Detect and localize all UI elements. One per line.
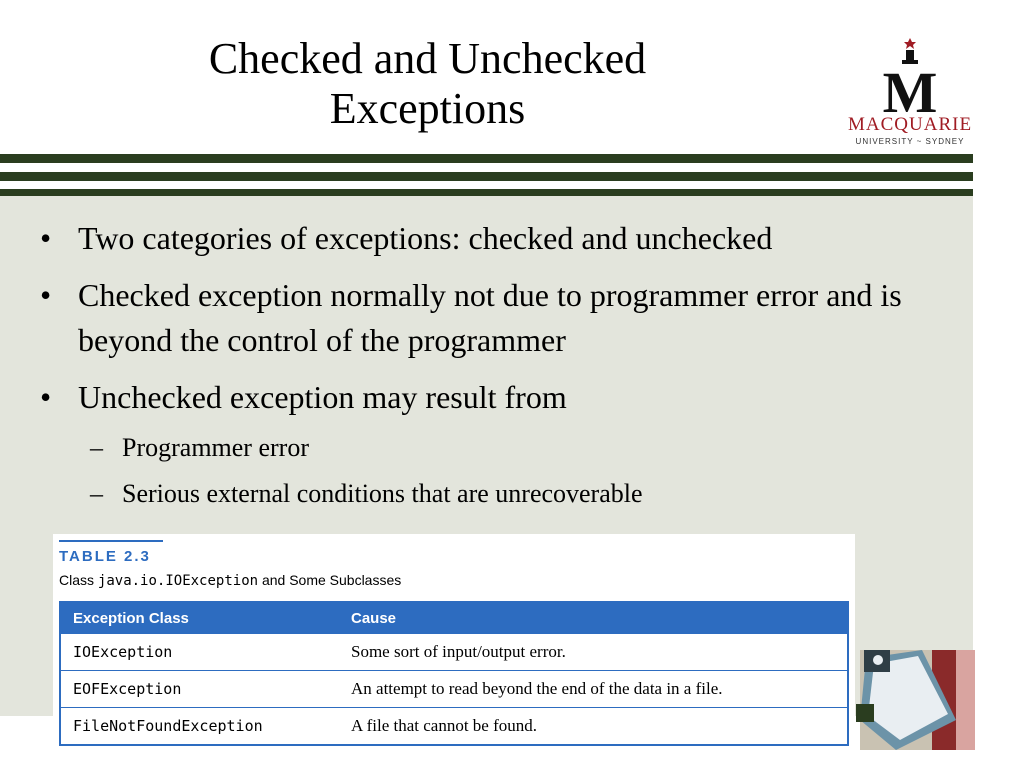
caption-prefix: Class (59, 572, 98, 588)
table-row (60, 634, 848, 671)
title-line-1: Checked and Unchecked (208, 34, 647, 83)
decorative-photo (860, 650, 975, 750)
cell-cause: A file that cannot be found. (339, 708, 848, 746)
header-cause: Cause (339, 602, 848, 634)
cell-exception-class: IOException (60, 634, 339, 671)
cell-exception-class: FileNotFoundException (60, 708, 339, 746)
caption-code: java.io.IOException (97, 573, 259, 589)
logo-subtitle: UNIVERSITY ~ SYDNEY (855, 137, 965, 146)
macquarie-logo (848, 38, 972, 150)
logo-letter: M (882, 60, 938, 116)
exception-table-figure (53, 534, 855, 756)
header-stripe-2 (0, 172, 973, 181)
caption-suffix: and Some Subclasses (258, 572, 402, 588)
decorative-square (856, 704, 874, 722)
table-caption (59, 572, 401, 589)
table-row (60, 671, 848, 708)
cell-cause: Some sort of input/output error. (339, 634, 848, 671)
logo-emblem-icon (848, 38, 972, 116)
table-label-rule (59, 540, 163, 542)
logo-name: MACQUARIE (848, 114, 973, 135)
bullet-item: • Checked exception normally not due to programmer error and is beyond the control of the programmer (36, 273, 956, 363)
slide-title (130, 34, 725, 134)
title-line-2: Exceptions (329, 84, 526, 133)
cell-cause: An attempt to read beyond the end of the data in a file. (339, 671, 848, 708)
sub-bullet-item: – Programmer error (36, 432, 956, 464)
bullet-item: • Unchecked exception may result from (36, 375, 956, 420)
cell-exception-class: EOFException (60, 671, 339, 708)
header-stripe-3 (0, 189, 973, 196)
header-exception-class: Exception Class (60, 602, 339, 634)
bullet-item: • Two categories of exceptions: checked and unchecked (36, 216, 956, 261)
table-header-row (60, 602, 848, 634)
header-stripe-1 (0, 154, 973, 163)
bullet-list (36, 216, 956, 524)
table-label: TABLE 2.3 (59, 548, 151, 565)
signage-photo-icon (860, 650, 975, 750)
sub-bullet-item: – Serious external conditions that are unrecoverable (36, 478, 956, 510)
exception-table (59, 601, 849, 746)
table-row (60, 708, 848, 746)
